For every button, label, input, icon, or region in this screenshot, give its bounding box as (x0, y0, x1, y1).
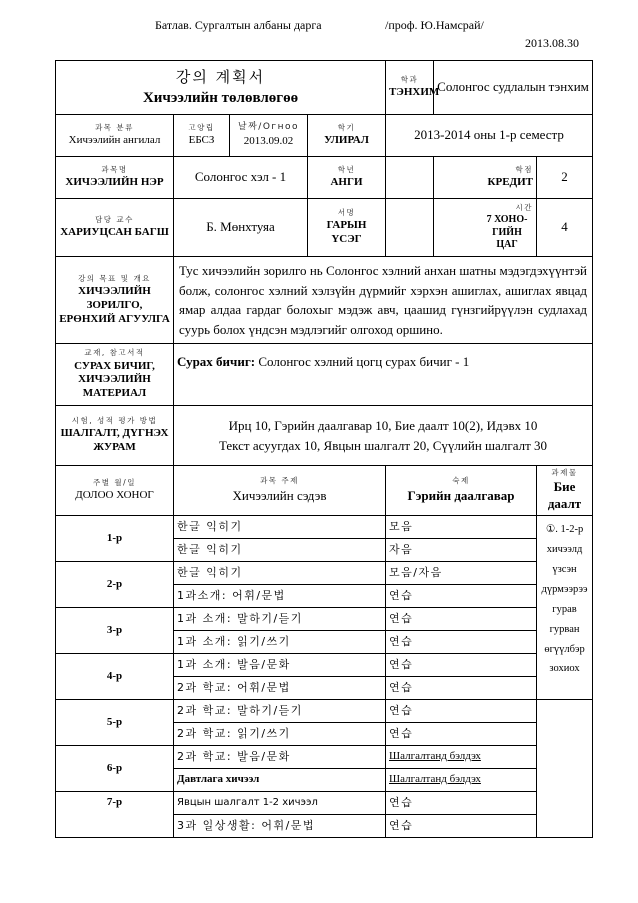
grade-ko: 학년 (337, 164, 356, 174)
course-code: ЕБСЗ (188, 134, 215, 147)
topic-cell: 한글 익히기 (174, 538, 386, 561)
homework-cell: 연습 (386, 630, 537, 653)
self-study-text: ①. 1-2-р хичээлд үзсэн дүрмээрээ гурав гурван өгүүлбэр зохиох (537, 515, 593, 699)
credit-label-cell (434, 157, 537, 199)
course-division-label: Хичээлийн ангилал (68, 134, 161, 147)
topic-cell: 3과 일상생활: 어휘/문법 (174, 814, 386, 837)
course-division-ko: 과목 분류 (95, 122, 134, 132)
material-label: СУРАХ БИЧИГ, ХИЧЭЭЛИЙН МАТЕРИАЛ (74, 359, 155, 400)
approver-name: /проф. Ю.Намсрай/ (385, 18, 484, 32)
self-study-header (537, 466, 593, 516)
goal-label: ХИЧЭЭЛИЙН ЗОРИЛГО, ЕРӨНХИЙ АГУУЛГА (59, 285, 170, 325)
hours-label-cell (434, 199, 537, 257)
homework-cell: 자음 (386, 538, 537, 561)
hours-value: 4 (537, 199, 593, 257)
material-ko: 교재, 참고서적 (84, 348, 145, 358)
homework-cell: 모음/자음 (386, 561, 537, 584)
course-name-label-cell (56, 157, 174, 199)
semester-value: 2013-2014 оны 1-р семестр (386, 115, 593, 157)
topic-cell: Явцын шалгалт 1-2 хичээл (174, 791, 386, 814)
signature-label: ГАРЫН ҮСЭГ (326, 219, 367, 246)
self-study-header-label: Бие даалт (547, 479, 582, 512)
homework-header-ko: 숙제 (452, 476, 470, 486)
teacher-label-cell (56, 199, 174, 257)
topic-cell: 2과 학교: 발음/문화 (174, 745, 386, 768)
week-header (56, 466, 174, 516)
approval-date: 2013.08.30 (525, 36, 579, 50)
textbook-label: Сурах бичиг: (177, 354, 256, 369)
homework-cell: 연습 (386, 722, 537, 745)
week-header-label: ДОЛОО ХОНОГ (75, 489, 154, 502)
week-cell: 3-р (56, 607, 174, 653)
topic-cell: 1과 소개: 말하기/듣기 (174, 607, 386, 630)
homework-cell: 연습 (386, 653, 537, 676)
homework-header-label: Гэрийн даалгавар (407, 487, 515, 503)
topic-cell: 2과 학교: 읽기/쓰기 (174, 722, 386, 745)
course-division-cell (56, 115, 174, 157)
credit-value: 2 (537, 157, 593, 199)
textbook-text: Солонгос хэлний цогц сурах бичиг - 1 (255, 354, 470, 369)
self-study-empty (537, 699, 593, 837)
grade-label: АНГИ (330, 176, 363, 189)
homework-cell: 연습 (386, 676, 537, 699)
date-ko: 날짜/Огноо (237, 122, 300, 132)
approval-text: Батлав. Сургалтын албаны дарга (155, 18, 322, 32)
grade-label-cell (308, 157, 386, 199)
signature-value (386, 199, 434, 257)
goal-text: Тус хичээлийн зорилго нь Солонгос хэлний анхан шатны мэдэгдэхүүнтэй болж, солонгос хэлний хэлзүйн дүрмийг хэрхэн ашиглах, ашиглах явцад ямар алдаа гардаг болохыг мэдэж авч, цаашид гүнзгийрүүлэн судлахад суурь болох үндсэн мэдлэгийг олгоход оршино. (174, 257, 593, 344)
topic-header-label: Хичээлийн сэдэв (232, 487, 327, 503)
material-cell (174, 344, 593, 406)
week-header-ko: 주별 월/일 (93, 477, 136, 487)
topic-cell: Давтлага хичээл (174, 768, 386, 791)
exam-ko: 시험, 성적 평가 방법 (71, 416, 158, 426)
week-cell: 2-р (56, 561, 174, 607)
institute-label: ТЭНХИМ (389, 86, 440, 99)
homework-cell: Шалгалтанд бэлдэх (386, 745, 537, 768)
credit-label: КРЕДИТ (487, 176, 534, 189)
homework-cell: 모음 (386, 515, 537, 538)
homework-cell: 연습 (386, 699, 537, 722)
week-cell: 6-р (56, 745, 174, 791)
date-value: 2013.09.02 (243, 135, 294, 148)
goal-label-cell (56, 257, 174, 344)
teacher-label: ХАРИУЦСАН БАГШ (60, 226, 169, 239)
week-cell: 4-р (56, 653, 174, 699)
institute-label-cell (386, 61, 440, 115)
topic-cell: 한글 익히기 (174, 561, 386, 584)
course-code-cell (174, 115, 230, 157)
homework-cell: 연습 (386, 791, 537, 814)
hours-ko: 시간 (515, 202, 534, 212)
semester-ko: 학기 (337, 122, 356, 132)
self-study-header-ko: 과제물 (551, 468, 578, 477)
page-title: Хичээлийн төлөвлөгөө (142, 89, 299, 106)
semester-label: УЛИРАЛ (324, 134, 369, 147)
exam-label-cell (56, 406, 174, 466)
goal-ko: 강의 목표 및 개요 (78, 273, 151, 283)
credit-ko: 학점 (515, 164, 534, 174)
hours-label: 7 ХОНО-ГИЙН ЦАГ (486, 214, 528, 251)
institute-value: Солонгос судлалын тэнхим (434, 61, 593, 115)
topic-header-ko: 과목 주제 (260, 476, 299, 486)
course-name-value: Солонгос хэл - 1 (174, 157, 308, 199)
title-ko: 강의 계획서 (175, 67, 266, 86)
exam-cell (174, 406, 593, 466)
homework-cell: Шалгалтанд бэлдэх (386, 768, 537, 791)
topic-cell: 1과 소개: 읽기/쓰기 (174, 630, 386, 653)
topic-cell: 1과소개: 어휘/문법 (174, 584, 386, 607)
topic-header (174, 466, 386, 516)
week-cell: 5-р (56, 699, 174, 745)
week-cell: 1-р (56, 515, 174, 561)
institute-label-ko: 학과 (400, 74, 419, 84)
title-cell (56, 61, 386, 115)
course-plan-table (55, 60, 593, 838)
teacher-ko: 담당 교수 (95, 214, 134, 224)
course-code-ko: 고양립 (188, 122, 215, 132)
signature-label-cell (308, 199, 386, 257)
homework-cell: 연습 (386, 814, 537, 837)
exam-line-1: Ирц 10, Гэрийн даалгавар 10, Бие даалт 10(2), Идэвх 10 (228, 418, 538, 433)
semester-label-cell (308, 115, 386, 157)
grade-value (386, 157, 434, 199)
date-cell (230, 115, 308, 157)
course-name-ko: 과목명 (101, 164, 128, 174)
signature-ko: 서명 (337, 208, 356, 218)
exam-label: ШАЛГАЛТ, ДҮГНЭХ ЖУРАМ (60, 427, 169, 454)
homework-header (386, 466, 537, 516)
course-name-label: ХИЧЭЭЛИЙН НЭР (65, 176, 164, 189)
week-cell: 7-р (56, 791, 174, 837)
teacher-value: Б. Мөнхтуяа (174, 199, 308, 257)
topic-cell: 1과 소개: 발음/문화 (174, 653, 386, 676)
homework-cell: 연습 (386, 584, 537, 607)
topic-cell: 2과 학교: 말하기/듣기 (174, 699, 386, 722)
topic-cell: 2과 학교: 어휘/문법 (174, 676, 386, 699)
exam-line-2: Текст асуугдах 10, Явцын шалгалт 20, Сүүлийн шалгалт 30 (218, 437, 548, 453)
material-label-cell (56, 344, 174, 406)
topic-cell: 한글 익히기 (174, 515, 386, 538)
homework-cell: 연습 (386, 607, 537, 630)
